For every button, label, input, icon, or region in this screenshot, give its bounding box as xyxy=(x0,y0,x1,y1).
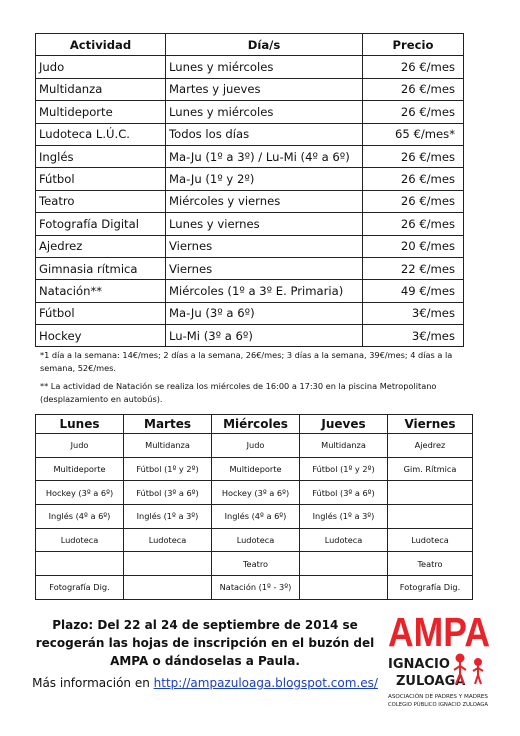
price-cell: 3€/mes xyxy=(363,325,464,347)
price-cell: 26 €/mes xyxy=(363,78,464,100)
weekly-cell-viernes: Fotografía Dig. xyxy=(388,576,473,600)
weekly-cell-miercoles: Inglés (4º a 6º) xyxy=(212,505,300,529)
price-cell: 26 €/mes xyxy=(363,56,464,78)
activity-cell: Ajedrez xyxy=(36,235,166,257)
weekly-cell-miercoles: Ludoteca xyxy=(212,528,300,552)
header-miercoles: Miércoles xyxy=(212,415,300,434)
weekly-cell-miercoles: Multideporte xyxy=(212,457,300,481)
weekly-cell-lunes: Fotografía Dig. xyxy=(36,576,124,600)
weekly-cell-jueves xyxy=(300,576,388,600)
logo-line1: IGNACIO xyxy=(388,657,450,672)
activity-cell: Inglés xyxy=(36,145,166,167)
price-cell: 26 €/mes xyxy=(363,145,464,167)
more-info-prefix: Más información en xyxy=(32,676,154,690)
weekly-cell-miercoles: Natación (1º - 3º) xyxy=(212,576,300,600)
more-info xyxy=(20,676,390,690)
activity-row xyxy=(36,78,464,100)
days-cell: Martes y jueves xyxy=(166,78,363,100)
days-cell: Miércoles y viernes xyxy=(166,190,363,212)
weekly-cell-jueves xyxy=(300,552,388,576)
activity-row xyxy=(36,145,464,167)
days-cell: Lunes y miércoles xyxy=(166,56,363,78)
price-cell: 26 €/mes xyxy=(363,190,464,212)
activity-cell: Fútbol xyxy=(36,302,166,324)
weekly-cell-lunes: Inglés (4º a 6º) xyxy=(36,505,124,529)
weekly-schedule-table xyxy=(35,414,473,600)
price-cell: 26 €/mes xyxy=(363,101,464,123)
weekly-cell-jueves: Fútbol (1º y 2º) xyxy=(300,457,388,481)
days-cell: Viernes xyxy=(166,235,363,257)
activity-cell: Judo xyxy=(36,56,166,78)
deadline-text: Plazo: Del 22 al 24 de septiembre de 2014 se recogerán las hojas de inscripción en el buzón del AMPA o dándoselas a Paula. xyxy=(35,618,375,668)
weekly-row xyxy=(36,481,473,505)
weekly-cell-jueves: Ludoteca xyxy=(300,528,388,552)
weekly-row xyxy=(36,552,473,576)
weekly-cell-miercoles: Teatro xyxy=(212,552,300,576)
weekly-row xyxy=(36,505,473,529)
weekly-cell-martes: Multidanza xyxy=(124,434,212,458)
weekly-cell-viernes xyxy=(388,505,473,529)
weekly-cell-martes: Fútbol (3º a 6º) xyxy=(124,481,212,505)
price-cell: 22 €/mes xyxy=(363,257,464,279)
activities-header-row xyxy=(36,34,464,56)
weekly-cell-lunes: Multideporte xyxy=(36,457,124,481)
ampa-logo xyxy=(386,606,492,710)
activity-row xyxy=(36,280,464,302)
activity-row xyxy=(36,190,464,212)
activity-cell: Hockey xyxy=(36,325,166,347)
activity-cell: Teatro xyxy=(36,190,166,212)
weekly-cell-jueves: Multidanza xyxy=(300,434,388,458)
weekly-cell-viernes: Ajedrez xyxy=(388,434,473,458)
weekly-cell-martes: Ludoteca xyxy=(124,528,212,552)
activity-cell: Natación** xyxy=(36,280,166,302)
weekly-cell-martes xyxy=(124,576,212,600)
activities-table xyxy=(35,33,464,347)
activity-row xyxy=(36,101,464,123)
weekly-cell-miercoles: Hockey (3º a 6º) xyxy=(212,481,300,505)
weekly-cell-lunes: Judo xyxy=(36,434,124,458)
family-figures-icon xyxy=(454,655,483,685)
days-cell: Ma-Ju (1º a 3º) / Lu-Mi (4º a 6º) xyxy=(166,145,363,167)
weekly-cell-martes xyxy=(124,552,212,576)
header-days: Día/s xyxy=(166,34,363,56)
days-cell: Ma-Ju (3º a 6º) xyxy=(166,302,363,324)
activity-cell: Fotografía Digital xyxy=(36,213,166,235)
activity-row xyxy=(36,302,464,324)
activity-row xyxy=(36,56,464,78)
activity-cell: Fútbol xyxy=(36,168,166,190)
header-price: Precio xyxy=(363,34,464,56)
header-jueves: Jueves xyxy=(300,415,388,434)
activity-row xyxy=(36,235,464,257)
weekly-cell-jueves: Inglés (1º a 3º) xyxy=(300,505,388,529)
blog-link[interactable]: http://ampazuloaga.blogspot.com.es/ xyxy=(153,676,378,690)
days-cell: Lu-Mi (3º a 6º) xyxy=(166,325,363,347)
weekly-cell-lunes: Hockey (3º a 6º) xyxy=(36,481,124,505)
weekly-cell-viernes: Ludoteca xyxy=(388,528,473,552)
weekly-cell-viernes: Gim. Rítmica xyxy=(388,457,473,481)
weekly-cell-viernes xyxy=(388,481,473,505)
logo-caption2: COLEGIO PÚBLICO IGNACIO ZULOAGA xyxy=(388,702,483,708)
activity-row xyxy=(36,123,464,145)
activity-cell: Gimnasia rítmica xyxy=(36,257,166,279)
price-cell: 20 €/mes xyxy=(363,235,464,257)
swimming-note: ** La actividad de Natación se realiza los miércoles de 16:00 a 17:30 en la piscina Metropolitano (desplazamiento en autobús). xyxy=(40,381,437,404)
weekly-header-row xyxy=(36,415,473,434)
weekly-cell-lunes: Ludoteca xyxy=(36,528,124,552)
price-cell: 26 €/mes xyxy=(363,168,464,190)
weekly-cell-viernes: Teatro xyxy=(388,552,473,576)
logo-caption1: ASOCIACIÓN DE PADRES Y MADRES xyxy=(388,694,478,700)
header-activity: Actividad xyxy=(36,34,166,56)
price-cell: 26 €/mes xyxy=(363,213,464,235)
header-lunes: Lunes xyxy=(36,415,124,434)
price-cell: 49 €/mes xyxy=(363,280,464,302)
days-cell: Ma-Ju (1º y 2º) xyxy=(166,168,363,190)
logo-title: AMPA xyxy=(388,609,490,655)
activity-row xyxy=(36,213,464,235)
weekly-cell-martes: Fútbol (1º y 2º) xyxy=(124,457,212,481)
activity-cell: Multideporte xyxy=(36,101,166,123)
days-cell: Lunes y miércoles xyxy=(166,101,363,123)
days-cell: Todos los días xyxy=(166,123,363,145)
pricing-note: *1 día a la semana: 14€/mes; 2 días a la semana, 26€/mes; 3 días a la semana, 39€/mes; 4 días a la semana, 52€/mes. xyxy=(40,350,453,373)
weekly-cell-lunes xyxy=(36,552,124,576)
price-cell: 3€/mes xyxy=(363,302,464,324)
weekly-row xyxy=(36,434,473,458)
logo-line2: ZULOAGA xyxy=(396,674,466,689)
weekly-row xyxy=(36,576,473,600)
weekly-row xyxy=(36,457,473,481)
activity-row xyxy=(36,168,464,190)
activity-cell: Multidanza xyxy=(36,78,166,100)
activity-row xyxy=(36,257,464,279)
activity-row xyxy=(36,325,464,347)
price-cell: 65 €/mes* xyxy=(363,123,464,145)
header-viernes: Viernes xyxy=(388,415,473,434)
weekly-cell-jueves: Fútbol (3º a 6º) xyxy=(300,481,388,505)
activity-cell: Ludoteca L.Ú.C. xyxy=(36,123,166,145)
weekly-row xyxy=(36,528,473,552)
weekly-cell-martes: Inglés (1º a 3º) xyxy=(124,505,212,529)
weekly-cell-miercoles: Judo xyxy=(212,434,300,458)
days-cell: Miércoles (1º a 3º E. Primaria) xyxy=(166,280,363,302)
days-cell: Lunes y viernes xyxy=(166,213,363,235)
days-cell: Viernes xyxy=(166,257,363,279)
header-martes: Martes xyxy=(124,415,212,434)
